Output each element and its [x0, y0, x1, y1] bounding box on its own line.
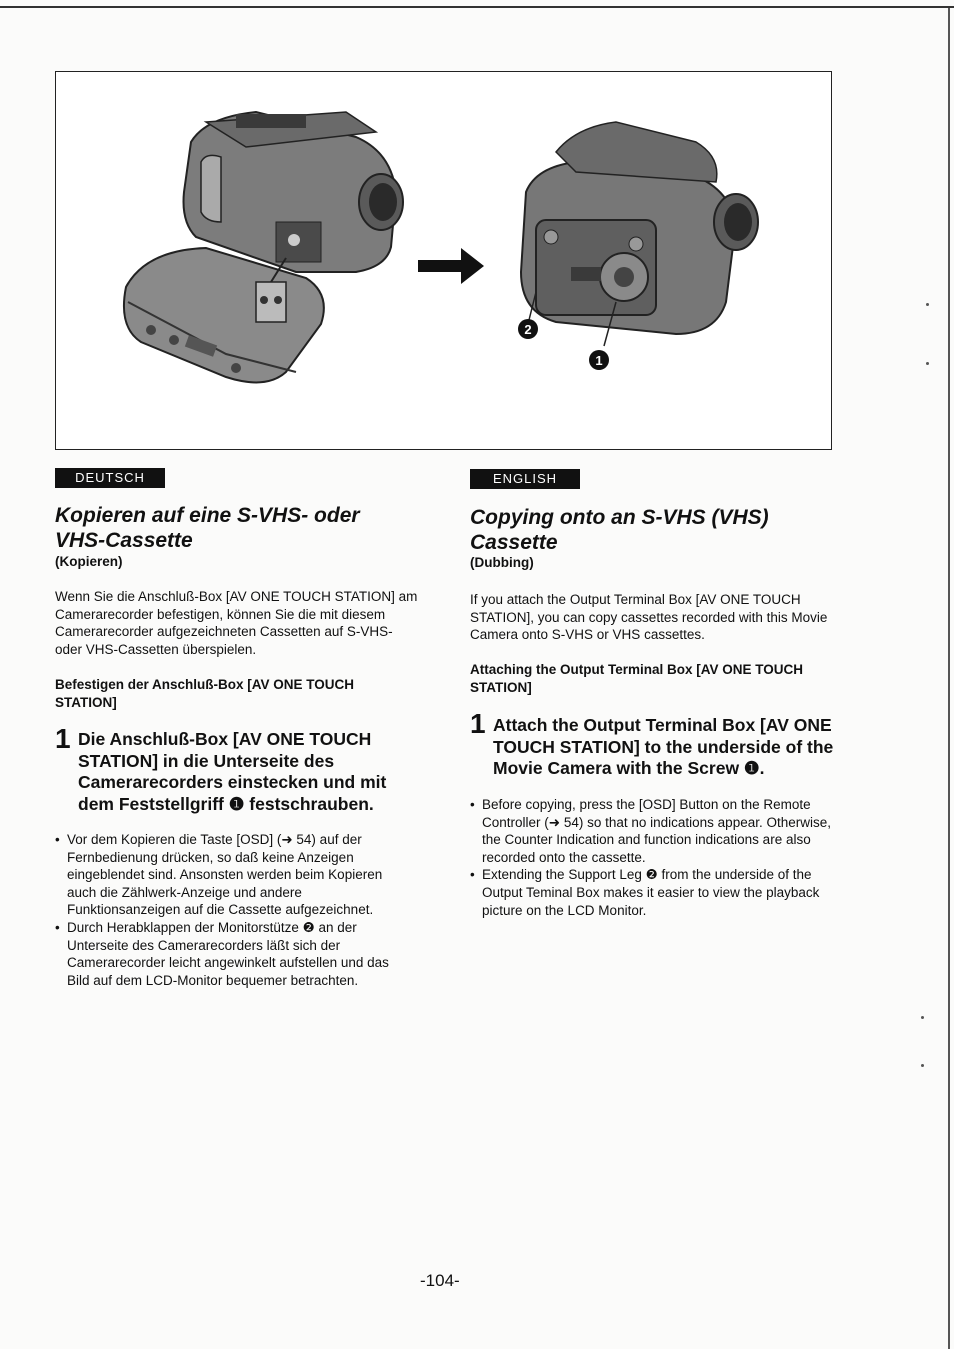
scan-speck — [926, 362, 929, 365]
right-margin-rule — [948, 8, 950, 1349]
camera-right-drawing — [521, 122, 758, 346]
camera-dock-illustration — [56, 72, 831, 449]
note-item: • Extending the Support Leg ❷ from the underside of the Output Teminal Box makes it easier to view the playback picture on the LCD Monitor. — [470, 866, 832, 919]
scan-speck — [921, 1064, 924, 1067]
notes-list-deutsch — [55, 831, 407, 989]
notes-list-english — [470, 796, 832, 919]
callout-2-marker — [518, 319, 538, 339]
subtitle-deutsch: (Kopieren) — [55, 554, 123, 569]
scan-speck — [921, 1016, 924, 1019]
top-rule — [0, 6, 954, 8]
svg-text:1: 1 — [595, 353, 603, 368]
scan-speck — [926, 303, 929, 306]
arrow-drawing — [418, 248, 484, 284]
page-number: -104- — [420, 1271, 460, 1290]
note-item: • Vor dem Kopieren die Taste [OSD] (➜ 54) auf der Fernbedienung drücken, so daß keine Anzeigen eingeblendet sind. Ansonsten werden beim Kopieren auch die Zählwerk-Anzeige und andere Funktionsanzeigen auf die Cassette aufgezeichnet. — [55, 831, 407, 919]
page-title-deutsch: Kopieren auf eine S-VHS- oder VHS-Cassette — [55, 504, 360, 552]
svg-text:2: 2 — [524, 322, 532, 337]
intro-paragraph-english: If you attach the Output Terminal Box [AV ONE TOUCH STATION], you can copy cassettes recorded with this Movie Camera onto S-VHS or VHS cassettes. — [470, 592, 828, 643]
note-item: • Durch Herabklappen der Monitorstütze ❷ an der Unterseite des Camerarecorders läßt sich der Camerarecorder leicht angewinkelt aufstellen und das Bild auf dem LCD-Monitor bequemer betrachten. — [55, 919, 407, 989]
illustration-frame — [55, 71, 832, 450]
language-badge-english: ENGLISH — [470, 469, 580, 489]
step-number-english: 1 — [470, 708, 486, 739]
step-instruction-english: Attach the Output Terminal Box [AV ONE TOUCH STATION] to the underside of the Movie Camera with the Screw ❶. — [493, 715, 834, 778]
language-badge-deutsch: DEUTSCH — [55, 468, 165, 488]
step-number-deutsch: 1 — [55, 723, 71, 754]
step-instruction-deutsch: Die Anschluß-Box [AV ONE TOUCH STATION] in die Unterseite des Camerarecorders einstecken und mit dem Feststellgriff ❶ festschrauben. — [78, 729, 387, 814]
section-heading-english: Attaching the Output Terminal Box [AV ONE TOUCH STATION] — [470, 662, 804, 695]
page-title-english: Copying onto an S-VHS (VHS) Cassette — [470, 506, 769, 554]
section-heading-deutsch: Befestigen der Anschluß-Box [AV ONE TOUCH STATION] — [55, 677, 355, 710]
note-item: • Before copying, press the [OSD] Button on the Remote Controller (➜ 54) so that no indications appear. Otherwise, the Counter Indication and function indications are also recorded onto the cassette. — [470, 796, 832, 866]
subtitle-english: (Dubbing) — [470, 555, 534, 570]
intro-paragraph-deutsch: Wenn Sie die Anschluß-Box [AV ONE TOUCH STATION] am Camerarecorder befestigen, können Sie die mit diesem Camerarecorder aufgezeichneten Cassetten auf S-VHS- oder VHS-Cassetten überspielen. — [55, 589, 418, 657]
callout-1-marker — [589, 350, 609, 370]
